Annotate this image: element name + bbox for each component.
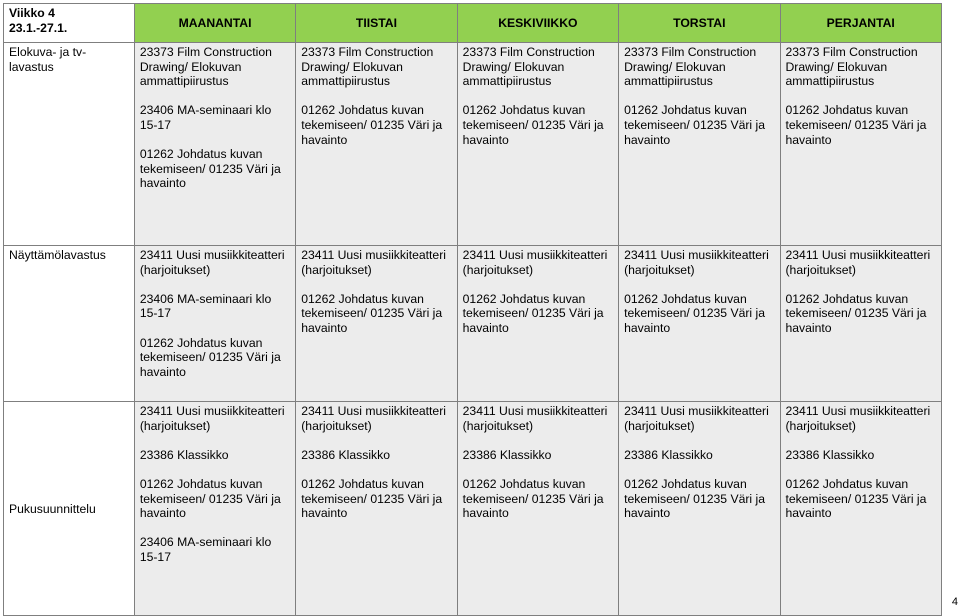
- week-label: Viikko 4 23.1.-27.1.: [4, 4, 135, 43]
- day-header-friday: PERJANTAI: [780, 4, 942, 43]
- course-entry: 01262 Johdatus kuvan tekemiseen/ 01235 Väri ja havainto: [785, 291, 927, 335]
- room-row-puku: [4, 402, 942, 616]
- course-entry: 23373 Film Construction Drawing/ Elokuvan ammattipiirustus: [785, 45, 918, 89]
- schedule-cell: [619, 402, 780, 616]
- schedule-cell: [134, 402, 295, 616]
- schedule-cell: [457, 402, 618, 616]
- room-label: Pukusuunnittelu: [4, 402, 135, 616]
- room-label: Näyttämölavastus: [4, 246, 135, 402]
- schedule-cell: [780, 43, 942, 246]
- course-entry: 01262 Johdatus kuvan tekemiseen/ 01235 Väri ja havainto: [624, 103, 765, 147]
- schedule-cell: [457, 43, 618, 246]
- course-entry: 23411 Uusi musiikkiteatteri (harjoitukset): [462, 248, 608, 277]
- page-number: 4: [951, 596, 958, 608]
- header-row: [4, 4, 942, 43]
- course-entry: 01262 Johdatus kuvan tekemiseen/ 01235 Väri ja havainto: [624, 476, 765, 521]
- schedule-cell: [296, 402, 457, 616]
- room-label: Elokuva- ja tv-lavastus: [4, 43, 135, 246]
- schedule-cell: [619, 246, 780, 402]
- course-entry: 23411 Uusi musiikkiteatteri (harjoitukset): [301, 248, 446, 277]
- course-entry: 23411 Uusi musiikkiteatteri (harjoitukset): [624, 248, 769, 277]
- schedule-cell: [134, 246, 295, 402]
- course-entry: 23411 Uusi musiikkiteatteri (harjoitukset): [624, 404, 769, 433]
- day-header-wednesday: KESKIVIIKKO: [457, 4, 618, 43]
- course-entry: 01262 Johdatus kuvan tekemiseen/ 01235 Väri ja havainto: [301, 476, 443, 521]
- day-header-tuesday: TIISTAI: [296, 4, 457, 43]
- course-entry: 23406 MA-seminaari klo 15-17: [139, 291, 272, 321]
- course-entry: 23411 Uusi musiikkiteatteri (harjoitukset): [785, 248, 931, 277]
- course-entry: 23406 MA-seminaari klo 15-17: [139, 103, 272, 132]
- schedule-cell: [296, 246, 457, 402]
- course-entry: 23386 Klassikko: [785, 447, 875, 462]
- course-entry: 01262 Johdatus kuvan tekemiseen/ 01235 Väri ja havainto: [139, 147, 281, 191]
- course-entry: 01262 Johdatus kuvan tekemiseen/ 01235 Väri ja havainto: [462, 291, 604, 335]
- course-entry: 23373 Film Construction Drawing/ Elokuvan ammattipiirustus: [624, 45, 757, 89]
- course-entry: 23411 Uusi musiikkiteatteri (harjoitukset): [301, 404, 446, 433]
- course-entry: 01262 Johdatus kuvan tekemiseen/ 01235 Väri ja havainto: [462, 103, 604, 147]
- room-row-elokuva: [4, 43, 942, 246]
- day-header-monday: MAANANTAI: [134, 4, 295, 43]
- course-entry: 23411 Uusi musiikkiteatteri (harjoitukset): [139, 404, 285, 433]
- course-entry: 23411 Uusi musiikkiteatteri (harjoitukset): [139, 248, 285, 277]
- schedule-cell: [134, 43, 295, 246]
- weekly-schedule-table: [3, 3, 942, 616]
- course-entry: 23411 Uusi musiikkiteatteri (harjoitukset): [785, 404, 931, 433]
- course-entry: 23411 Uusi musiikkiteatteri (harjoitukset): [462, 404, 608, 433]
- course-entry: 01262 Johdatus kuvan tekemiseen/ 01235 Väri ja havainto: [624, 291, 765, 335]
- course-entry: 01262 Johdatus kuvan tekemiseen/ 01235 Väri ja havainto: [301, 291, 443, 335]
- course-entry: 23373 Film Construction Drawing/ Elokuvan ammattipiirustus: [462, 45, 595, 89]
- course-entry: 01262 Johdatus kuvan tekemiseen/ 01235 Väri ja havainto: [301, 103, 443, 147]
- course-entry: 01262 Johdatus kuvan tekemiseen/ 01235 Väri ja havainto: [139, 476, 281, 521]
- schedule-cell: [780, 246, 942, 402]
- course-entry: 23406 MA-seminaari klo 15-17: [139, 535, 272, 564]
- course-entry: 23386 Klassikko: [624, 447, 713, 462]
- course-entry: 23386 Klassikko: [139, 447, 229, 462]
- schedule-cell: [457, 246, 618, 402]
- course-entry: 23386 Klassikko: [462, 447, 552, 462]
- course-entry: 01262 Johdatus kuvan tekemiseen/ 01235 Väri ja havainto: [785, 103, 927, 147]
- course-entry: 01262 Johdatus kuvan tekemiseen/ 01235 Väri ja havainto: [785, 476, 927, 521]
- course-entry: 01262 Johdatus kuvan tekemiseen/ 01235 Väri ja havainto: [462, 476, 604, 521]
- course-entry: 23386 Klassikko: [301, 447, 390, 462]
- course-entry: 23373 Film Construction Drawing/ Elokuvan ammattipiirustus: [139, 45, 272, 89]
- schedule-cell: [619, 43, 780, 246]
- course-entry: 23373 Film Construction Drawing/ Elokuvan ammattipiirustus: [301, 45, 434, 89]
- course-entry: 01262 Johdatus kuvan tekemiseen/ 01235 Väri ja havainto: [139, 335, 281, 379]
- schedule-cell: [780, 402, 942, 616]
- day-header-thursday: TORSTAI: [619, 4, 780, 43]
- schedule-cell: [296, 43, 457, 246]
- room-row-nayttamo: [4, 246, 942, 402]
